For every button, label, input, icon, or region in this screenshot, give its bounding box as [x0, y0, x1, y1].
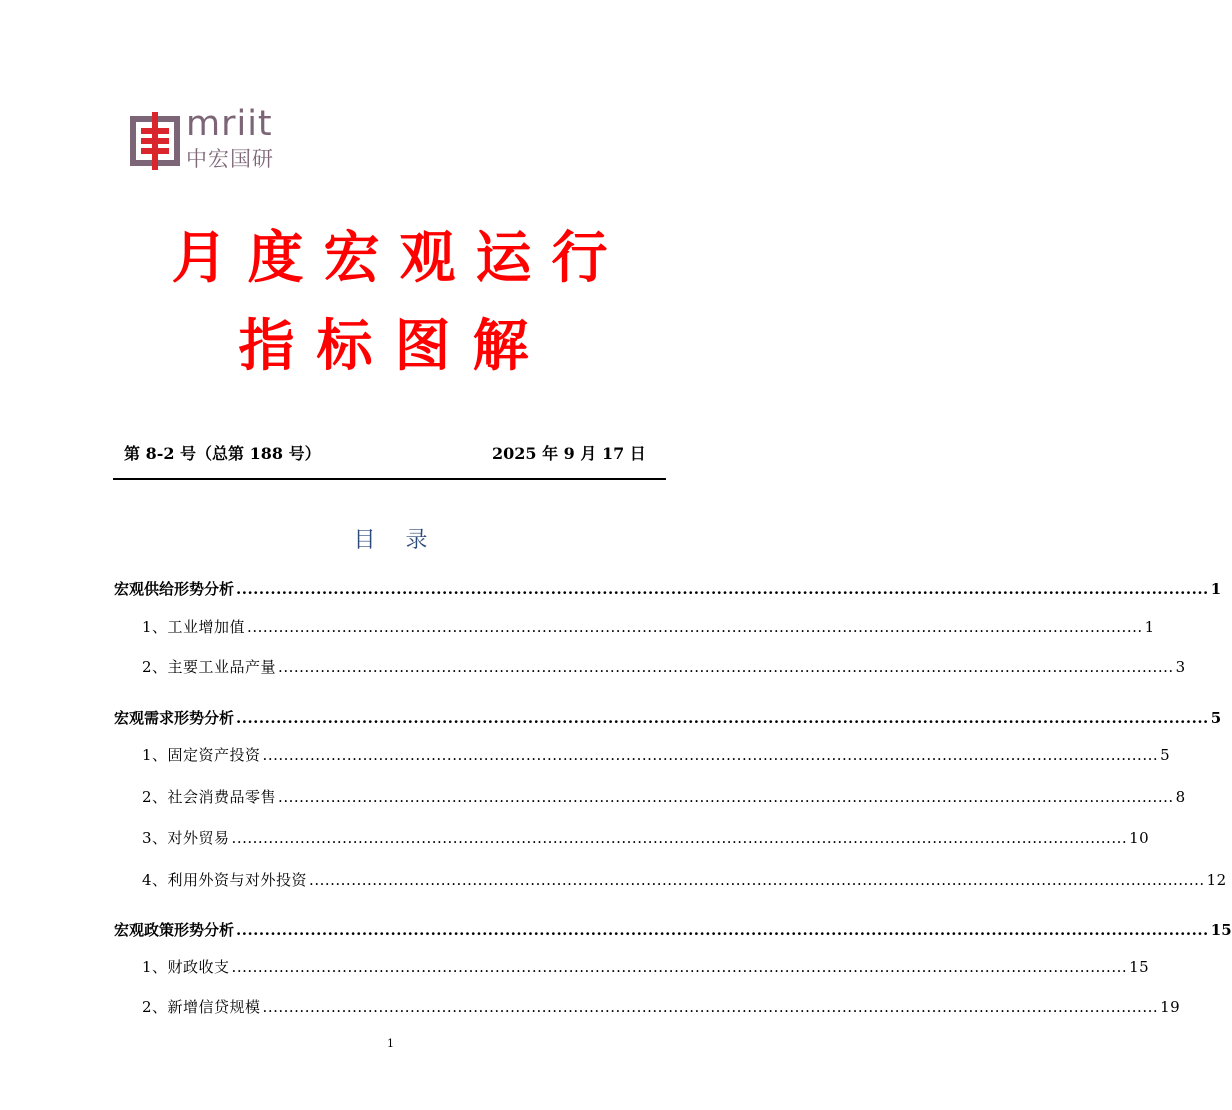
issue-date: 2025 年 9 月 17 日	[492, 444, 646, 463]
toc-item-page: 12	[1206, 871, 1227, 889]
toc-section[interactable]	[114, 578, 1222, 599]
toc-section[interactable]	[114, 919, 1232, 940]
toc-item[interactable]	[142, 786, 1186, 807]
toc-item[interactable]	[142, 744, 1171, 765]
toc-leader-dots: ..........................................................................................................................................................................	[247, 618, 1143, 636]
toc-item[interactable]	[142, 827, 1150, 848]
toc-item-label: 3、对外贸易	[142, 829, 230, 847]
toc-item-page: 3	[1175, 658, 1186, 676]
toc-item-label: 1、固定资产投资	[142, 746, 261, 764]
toc-heading: 目录	[353, 528, 458, 553]
toc-item-label: 2、新增信贷规模	[142, 998, 261, 1016]
toc-leader-dots: ..........................................................................................................................................................................	[236, 580, 1209, 598]
report-title-line-2: 指标图解	[238, 314, 551, 379]
toc-item[interactable]	[142, 996, 1181, 1017]
mriit-logo	[128, 104, 288, 172]
toc-item-page: 5	[1160, 746, 1171, 764]
toc-leader-dots: ..........................................................................................................................................................................	[278, 788, 1174, 806]
toc-leader-dots: ..........................................................................................................................................................................	[278, 658, 1174, 676]
toc-item-page: 19	[1160, 998, 1181, 1016]
toc-leader-dots: ..........................................................................................................................................................................	[309, 871, 1205, 889]
toc-leader-dots: ..........................................................................................................................................................................	[231, 829, 1128, 847]
toc-item-label: 4、利用外资与对外投资	[142, 871, 308, 889]
toc-item-page: 1	[1144, 618, 1155, 636]
toc-section-title: 宏观供给形势分析	[114, 580, 235, 598]
issue-number: 第 8-2 号（总第 188 号）	[124, 444, 321, 463]
toc-item-label: 1、财政收支	[142, 958, 230, 976]
toc-item-label: 1、工业增加值	[142, 618, 246, 636]
toc-section-title: 宏观需求形势分析	[114, 709, 235, 727]
toc-item-page: 15	[1129, 958, 1150, 976]
toc-item[interactable]	[142, 956, 1150, 977]
toc-section[interactable]	[114, 707, 1222, 728]
toc-leader-dots: ..........................................................................................................................................................................	[236, 921, 1209, 939]
toc-item[interactable]	[142, 616, 1155, 637]
report-title-line-1: 月度宏观运行	[171, 226, 628, 291]
toc-section-page: 5	[1210, 709, 1222, 727]
mriit-logo-mark-icon	[128, 112, 182, 170]
header-rule	[113, 478, 666, 480]
toc-leader-dots: ..........................................................................................................................................................................	[236, 709, 1209, 727]
page-number: 1	[387, 1037, 394, 1050]
toc-item-page: 10	[1129, 829, 1150, 847]
toc-section-page: 15	[1210, 921, 1232, 939]
toc-leader-dots: ..........................................................................................................................................................................	[231, 958, 1128, 976]
toc-item[interactable]	[142, 656, 1186, 677]
toc-item-label: 2、社会消费品零售	[142, 788, 277, 806]
toc-item[interactable]	[142, 869, 1227, 890]
logo-text-cn: 中宏国研	[186, 147, 274, 171]
toc-section-title: 宏观政策形势分析	[114, 921, 235, 939]
toc-item-label: 2、主要工业品产量	[142, 658, 277, 676]
toc-section-page: 1	[1210, 580, 1222, 598]
toc-item-page: 8	[1175, 788, 1186, 806]
logo-text-en: mriit	[186, 104, 273, 144]
toc-leader-dots: ..........................................................................................................................................................................	[262, 746, 1159, 764]
toc-leader-dots: ..........................................................................................................................................................................	[262, 998, 1159, 1016]
